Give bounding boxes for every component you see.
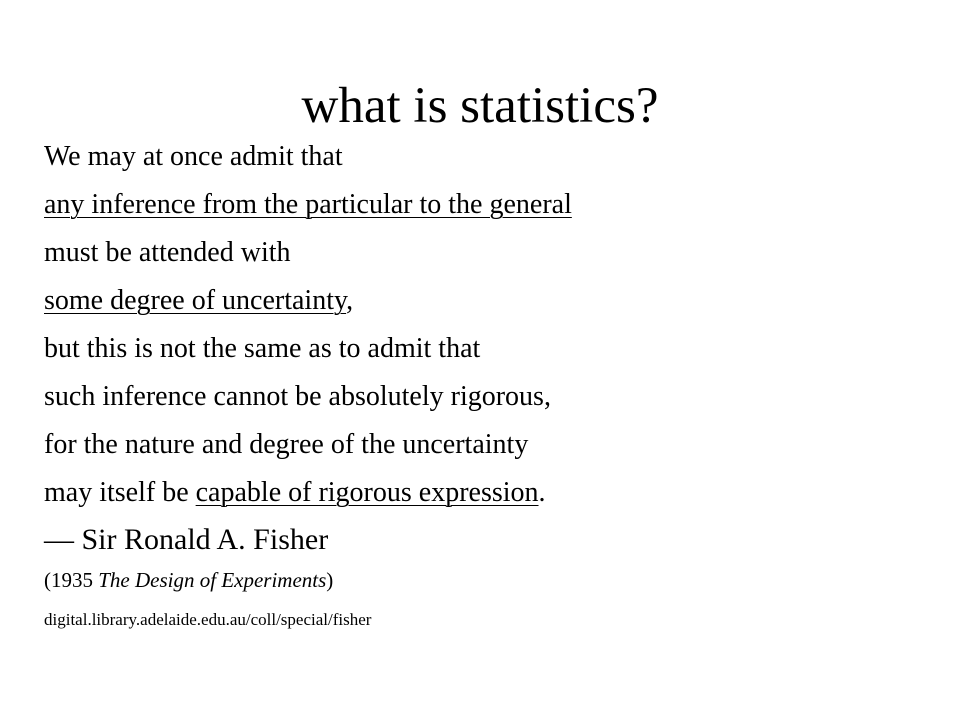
quote-line xyxy=(44,421,944,469)
quote-text: such inference cannot be absolutely rigorous, xyxy=(44,381,551,412)
source-url: digital.library.adelaide.edu.au/coll/special/fisher xyxy=(44,610,372,629)
slide-title: what is statistics? xyxy=(301,78,659,134)
quote-attribution: — Sir Ronald A. Fisher xyxy=(44,523,329,556)
quote-block xyxy=(44,133,944,517)
quote-line xyxy=(44,469,944,517)
quote-text: . xyxy=(538,477,546,508)
source-book-title: The Design of Experiments xyxy=(98,568,327,592)
quote-line xyxy=(44,277,944,325)
quote-line xyxy=(44,229,944,277)
quote-text: for the nature and degree of the uncertainty xyxy=(44,429,529,460)
source-citation xyxy=(44,564,333,596)
underlined-phrase: any inference from the particular to the general xyxy=(44,189,572,220)
underlined-phrase: capable of rigorous expression xyxy=(195,477,539,508)
underlined-phrase: some degree of uncertainty xyxy=(44,285,347,316)
quote-line xyxy=(44,325,944,373)
quote-text: but this is not the same as to admit that xyxy=(44,333,481,364)
quote-line xyxy=(44,181,944,229)
source-year: (1935 xyxy=(44,568,99,592)
quote-line xyxy=(44,373,944,421)
quote-line xyxy=(44,133,944,181)
quote-text: may itself be xyxy=(44,477,196,508)
quote-text: We may at once admit that xyxy=(44,141,343,172)
quote-text: , xyxy=(346,285,354,316)
source-close: ) xyxy=(326,568,334,592)
quote-text: must be attended with xyxy=(44,237,291,268)
